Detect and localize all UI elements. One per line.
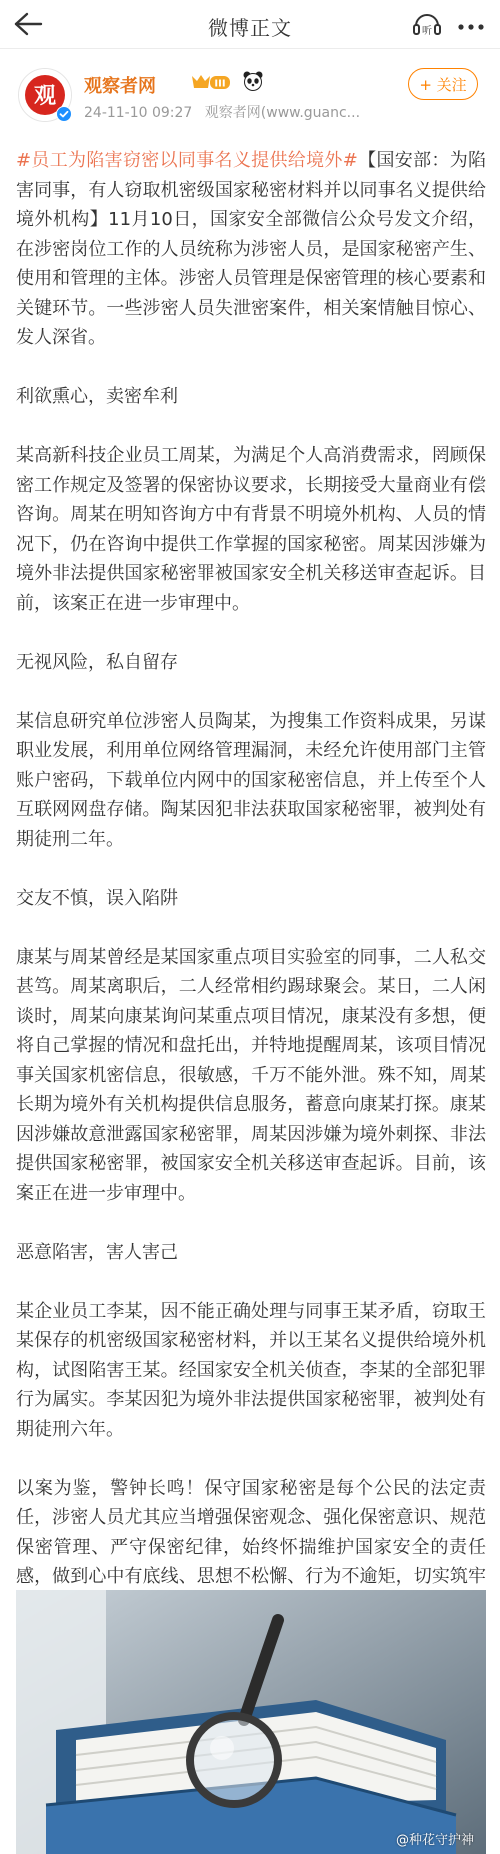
more-button[interactable] [456,18,486,30]
topic-link[interactable]: #员工为陷害窃密以同事名义提供给境外# [16,150,358,171]
section-heading: 恶意陷害，害人害己 [16,1241,178,1263]
post-meta [84,102,404,122]
section-heading: 利欲熏心，卖密牟利 [16,386,178,407]
section-body: 康某与周某曾经是某国家重点项目实验室的同事，二人私交甚笃。周某离职后，二人经常相约踢球聚会。某日，二人闲谈时，周某向康某询问某重点项目情况，康某没有多想，便将自己掌握的情况和盘托出，并特地提醒周某，该项目情况事关国家机密信息，很敏感，千万不能外泄。殊不知，周某长期为境外有关机构提供信息服务，蓄意向康某打探。康某因涉嫌故意泄露国家秘密罪，周某因涉嫌为境外刺探、非法提供国家秘密罪，被国家安全机关移送审查起诉。目前，该案正在进一步审理中。 [16,946,486,1204]
post-image[interactable] [16,1590,486,1854]
top-nav-bar [0,0,500,49]
verified-icon [56,106,72,122]
folder-magnifier-illustration [16,1590,486,1854]
more-icon [456,21,486,33]
post-source: 观察者网(www.guanc... [204,105,361,121]
post-time: 24-11-10 09:27 [84,105,193,121]
post-header [18,68,488,138]
page-title: 微博正文 [208,16,292,40]
panda-icon [242,70,264,92]
follow-button[interactable]: + 关注 [408,68,478,100]
intro-text: 【国安部：为陷害同事，有人窃取机密级国家秘密材料并以同事名义提供给境外机构】11月10日，国家安全部微信公众号发文介绍，在涉密岗位工作的人员统称为涉密人员，是国家秘密产生、使用和管理的主体。涉密人员管理是保密管理的核心要素和关键环节。一些涉密人员失泄密案件，相关案情触目惊心、发人深省。 [16,150,487,348]
author-name[interactable]: 观察者网 [84,76,156,97]
closing-paragraph: 以案为鉴，警钟长鸣！保守国家秘密是每个公民的法定责任，涉密人员尤其应当增强保密观念、强化保密意识、规范保密管理、严守保密纪律，始终怀揣维护国家安全的责任感，做到心中有底线、思想不松懈、行为不逾矩，切实筑牢 [16,1477,486,1587]
level-badge-icon [190,72,232,92]
avatar-glyph: 观 [33,84,57,109]
intro-paragraph [16,146,486,353]
listen-icon [412,10,442,38]
listen-label: 听 [422,26,432,37]
listen-button[interactable] [412,10,442,38]
level-text: III [214,78,226,90]
section-body: 某信息研究单位涉密人员陶某，为搜集工作资料成果，另谋职业发展，利用单位网络管理漏洞，未经允许使用部门主管账户密码，下载单位内网中的国家秘密信息，并上传至个人互联网网盘存储。陶某因犯非法获取国家秘密罪，被判处有期徒刑二年。 [16,710,486,850]
section-body: 某高新科技企业员工周某，为满足个人高消费需求，罔顾保密工作规定及签署的保密协议要求，长期接受大量商业有偿咨询。周某在明知咨询方中有背景不明境外机构、人员的情况下，仍在咨询中提供工作掌握的国家秘密。周某因涉嫌为境外非法提供国家秘密罪被国家安全机关移送审查起诉。目前，该案正在进一步审理中。 [16,445,486,614]
section-heading: 无视风险，私自留存 [16,651,178,673]
section-heading: 交友不慎，误入陷阱 [16,887,178,909]
post-body [16,146,486,1651]
section-body: 某企业员工李某，因不能正确处理与同事王某矛盾，窃取王某保存的机密级国家秘密材料，并以王某名义提供给境外机构，试图陷害王某。经国家安全机关侦查，李某的全部犯罪行为属实。李某因犯为境外非法提供国家秘密罪，被判处有期徒刑六年。 [16,1300,486,1440]
image-watermark: @种花守护神 [395,1833,474,1848]
